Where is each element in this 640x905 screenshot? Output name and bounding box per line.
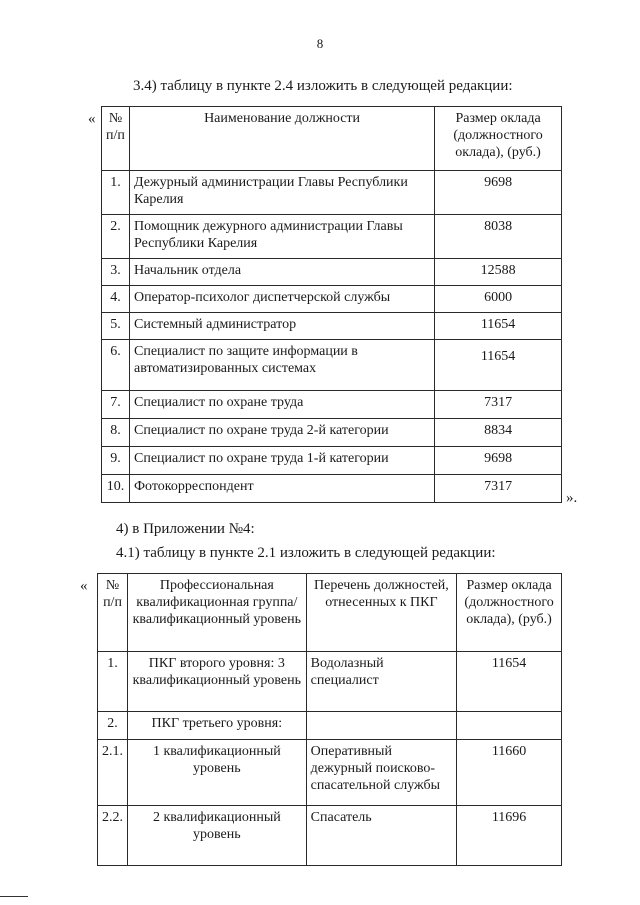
salary-value: 11654 bbox=[457, 652, 562, 712]
table-row bbox=[102, 286, 562, 313]
salary-value: 12588 bbox=[435, 259, 562, 286]
positions-list: Оперативный дежурный поисково-спасательной службы bbox=[306, 740, 456, 806]
positions-list bbox=[306, 712, 456, 740]
table-row bbox=[98, 652, 562, 712]
position-name: Специалист по охране труда 2-й категории bbox=[129, 419, 434, 447]
table1-header-row bbox=[102, 107, 562, 171]
row-number: 6. bbox=[102, 340, 130, 391]
salary-value: 11696 bbox=[457, 806, 562, 866]
row-number: 1. bbox=[98, 652, 128, 712]
position-name: Специалист по охране труда 1-й категории bbox=[129, 447, 434, 475]
table-row bbox=[102, 419, 562, 447]
qualification-group: 1 квалификационный уровень bbox=[128, 740, 307, 806]
position-name: Специалист по защите информации в автоматизированных системах bbox=[129, 340, 434, 391]
salary-value: 11654 bbox=[435, 340, 562, 391]
table-row bbox=[102, 475, 562, 503]
margin-mark bbox=[0, 896, 28, 897]
page-number: 8 bbox=[316, 36, 324, 51]
table-row bbox=[102, 215, 562, 259]
table-row bbox=[102, 447, 562, 475]
salary-table-2 bbox=[97, 573, 562, 866]
salary-value: 8834 bbox=[435, 419, 562, 447]
table-row bbox=[102, 313, 562, 340]
row-number: 5. bbox=[102, 313, 130, 340]
position-name: Начальник отдела bbox=[129, 259, 434, 286]
salary-value: 9698 bbox=[435, 171, 562, 215]
position-name: Помощник дежурного администрации Главы Республики Карелия bbox=[129, 215, 434, 259]
salary-value: 11654 bbox=[435, 313, 562, 340]
paragraph-4: 4) в Приложении №4: bbox=[116, 521, 255, 537]
table-row bbox=[98, 712, 562, 740]
qualification-group: ПКГ второго уровня: 3 квалификационный уровень bbox=[128, 652, 307, 712]
open-quote: « bbox=[88, 111, 96, 127]
table-row bbox=[102, 391, 562, 419]
salary-table-1 bbox=[101, 106, 562, 503]
qualification-group: ПКГ третьего уровня: bbox=[128, 712, 307, 740]
table1-header-position: Наименование должности bbox=[129, 107, 434, 171]
positions-list: Водолазный специалист bbox=[306, 652, 456, 712]
salary-value: 11660 bbox=[457, 740, 562, 806]
table-row bbox=[102, 340, 562, 391]
salary-value: 6000 bbox=[435, 286, 562, 313]
row-number: 2.1. bbox=[98, 740, 128, 806]
close-quote: ». bbox=[566, 490, 578, 506]
salary-value: 7317 bbox=[435, 391, 562, 419]
row-number: 1. bbox=[102, 171, 130, 215]
row-number: 7. bbox=[102, 391, 130, 419]
table-row bbox=[98, 806, 562, 866]
position-name: Дежурный администрации Главы Республики Карелия bbox=[129, 171, 434, 215]
salary-value bbox=[457, 712, 562, 740]
salary-value: 7317 bbox=[435, 475, 562, 503]
row-number: 9. bbox=[102, 447, 130, 475]
paragraph-4-1: 4.1) таблицу в пункте 2.1 изложить в следующей редакции: bbox=[116, 545, 496, 561]
table2-header-number: № п/п bbox=[98, 574, 128, 652]
table2-header-row bbox=[98, 574, 562, 652]
table2-header-group: Профессиональная квалификационная группа/ квалификационный уровень bbox=[128, 574, 307, 652]
qualification-group: 2 квалификационный уровень bbox=[128, 806, 307, 866]
row-number: 2. bbox=[102, 215, 130, 259]
position-name: Оператор-психолог диспетчерской службы bbox=[129, 286, 434, 313]
paragraph-3-4: 3.4) таблицу в пункте 2.4 изложить в следующей редакции: bbox=[133, 78, 513, 94]
table-row bbox=[102, 259, 562, 286]
row-number: 2. bbox=[98, 712, 128, 740]
positions-list: Спасатель bbox=[306, 806, 456, 866]
position-name: Специалист по охране труда bbox=[129, 391, 434, 419]
row-number: 3. bbox=[102, 259, 130, 286]
table2-header-salary: Размер оклада (должностного оклада), (руб.) bbox=[457, 574, 562, 652]
table-row bbox=[98, 740, 562, 806]
position-name: Фотокорреспондент bbox=[129, 475, 434, 503]
table2-header-positions: Перечень должностей, отнесенных к ПКГ bbox=[306, 574, 456, 652]
table-row bbox=[102, 171, 562, 215]
row-number: 8. bbox=[102, 419, 130, 447]
salary-value: 9698 bbox=[435, 447, 562, 475]
salary-value: 8038 bbox=[435, 215, 562, 259]
table1-header-salary: Размер оклада (должностного оклада), (руб.) bbox=[435, 107, 562, 171]
row-number: 2.2. bbox=[98, 806, 128, 866]
table1-header-number: № п/п bbox=[102, 107, 130, 171]
row-number: 4. bbox=[102, 286, 130, 313]
row-number: 10. bbox=[102, 475, 130, 503]
position-name: Системный администратор bbox=[129, 313, 434, 340]
open-quote-2: « bbox=[80, 578, 88, 594]
